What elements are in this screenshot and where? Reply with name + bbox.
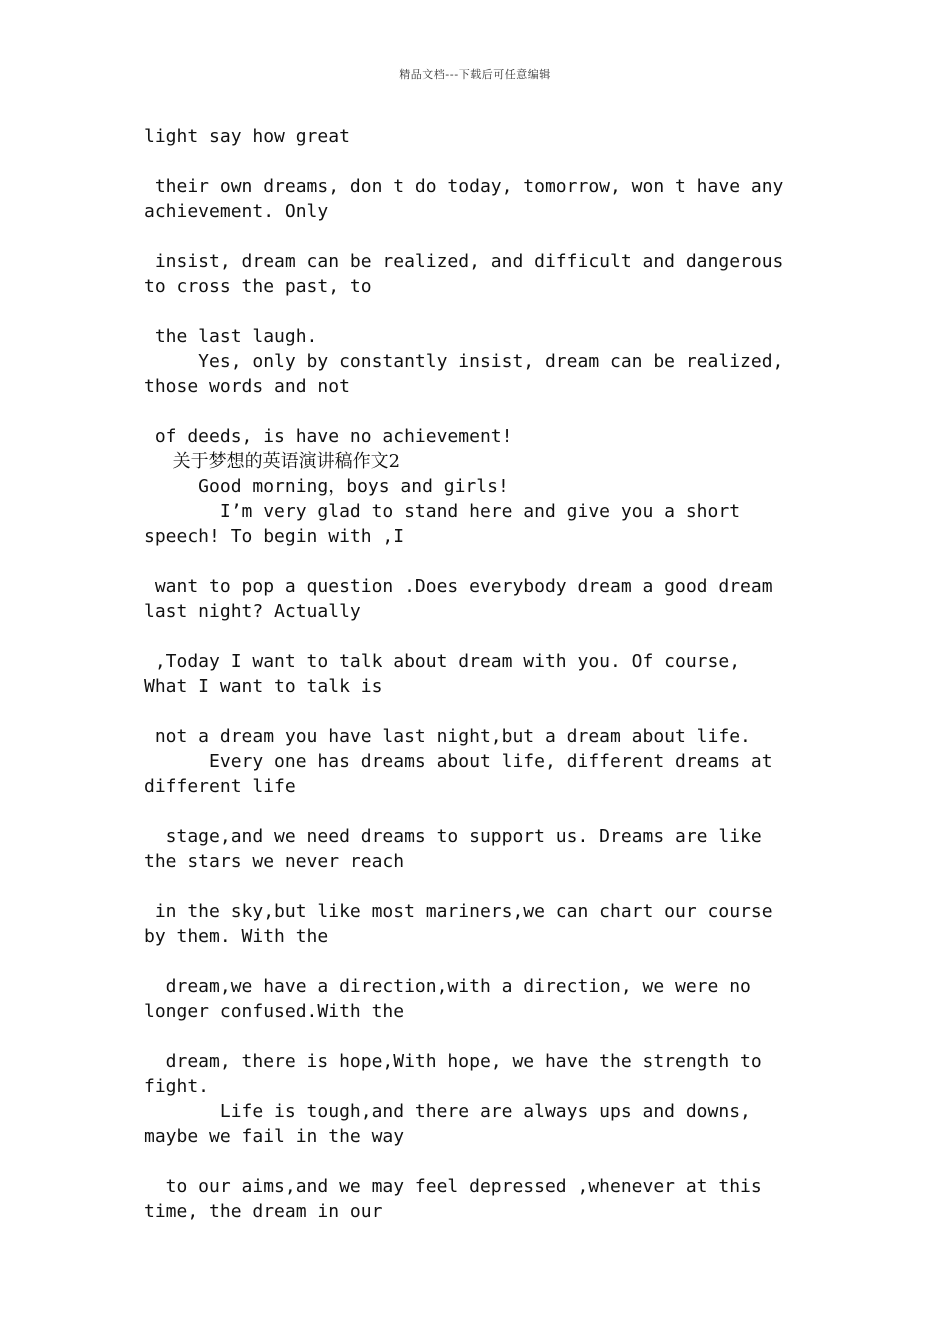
text-line: What I want to talk is [144, 676, 383, 697]
text-line: light say how great [144, 126, 350, 147]
text-line: time, the dream in our [144, 1201, 383, 1222]
section-heading: 关于梦想的英语演讲稿作文2 [144, 451, 401, 472]
text-line: the last laugh. [144, 326, 318, 347]
text-line: those words and not [144, 376, 350, 397]
line-gap [144, 799, 806, 824]
line-gap [144, 1024, 806, 1049]
line-gap [144, 874, 806, 899]
line-gap [144, 949, 806, 974]
text-line: not a dream you have last night,but a dream about life. [144, 726, 751, 747]
text-line: last night? Actually [144, 601, 361, 622]
text-line: fight. [144, 1076, 210, 1097]
page-header: 精品文档---下载后可任意编辑 [399, 68, 551, 81]
text-line: Good morning，boys and girls! [144, 476, 509, 497]
text-line: Every one has dreams about life, different dreams at [144, 751, 773, 772]
line-gap [144, 149, 806, 174]
text-line: in the sky,but like most mariners,we can chart our course [144, 901, 773, 922]
line-gap [144, 624, 806, 649]
text-line: maybe we fail in the way [144, 1126, 405, 1147]
text-line: different life [144, 776, 296, 797]
text-line: to our aims,and we may feel depressed ,whenever at this [144, 1176, 762, 1197]
text-line: longer confused.With the [144, 1001, 405, 1022]
text-line: insist, dream can be realized, and difficult and dangerous [144, 251, 784, 272]
document-body [144, 124, 806, 1224]
line-gap [144, 699, 806, 724]
text-line: Life is tough,and there are always ups and downs, [144, 1101, 751, 1122]
text-line: ,Today I want to talk about dream with you. Of course, [144, 651, 741, 672]
text-line: achievement. Only [144, 201, 329, 222]
line-gap [144, 399, 806, 424]
text-line: dream,we have a direction,with a direction, we were no [144, 976, 751, 997]
text-line: to cross the past, to [144, 276, 372, 297]
line-gap [144, 1149, 806, 1174]
text-line: I’m very glad to stand here and give you a short [144, 501, 741, 522]
text-line: by them. With the [144, 926, 329, 947]
line-gap [144, 299, 806, 324]
line-gap [144, 224, 806, 249]
text-line: Yes, only by constantly insist, dream can be realized, [144, 351, 784, 372]
text-line: of deeds, is have no achievement! [144, 426, 513, 447]
text-line: stage,and we need dreams to support us. Dreams are like [144, 826, 762, 847]
text-line: their own dreams, don t do today, tomorrow, won t have any [144, 176, 784, 197]
text-line: dream, there is hope,With hope, we have the strength to [144, 1051, 762, 1072]
text-line: speech! To begin with ,I [144, 526, 405, 547]
text-line: want to pop a question .Does everybody dream a good dream [144, 576, 773, 597]
text-line: the stars we never reach [144, 851, 405, 872]
line-gap [144, 549, 806, 574]
